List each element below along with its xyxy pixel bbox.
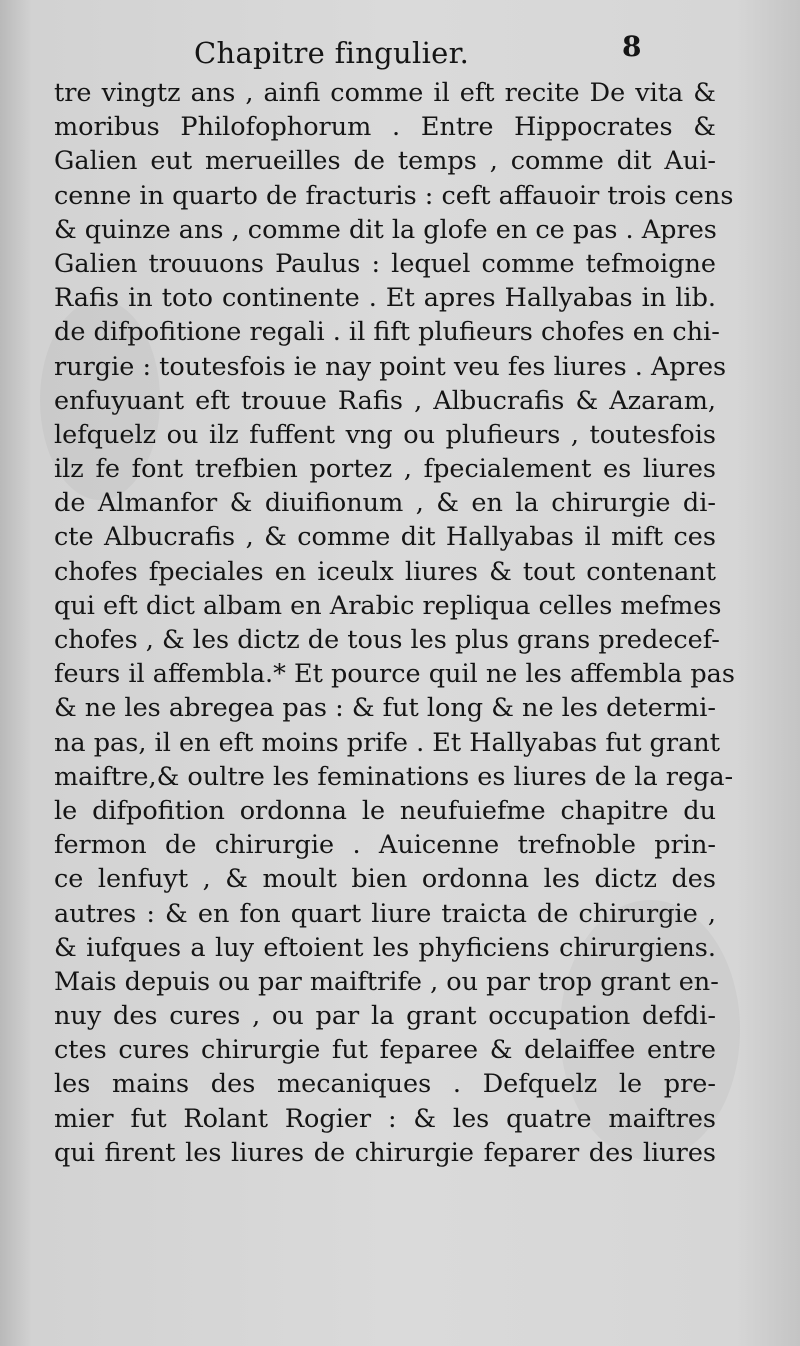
text-line: Rafis in toto continente . Et apres Hallyabas in lib. [54,283,716,314]
text-line: fermon de chirurgie . Auicenne trefnoble prin- [54,830,716,861]
text-line: chofes fpeciales en iceulx liures & tout contenant [54,556,716,587]
text-line: mier fut Rolant Rogier : & les quatre maiftres [54,1103,716,1134]
text-line: & iufques a luy eftoient les phyficiens chirurgiens. [54,932,716,963]
text-line: maiftre,& oultre les feminations es liures de la rega- [54,761,734,792]
text-line: de difpofitione regali . il fift plufieurs chofes en chi- [54,317,720,348]
text-line: autres : & en fon quart liure traicta de chirurgie , [54,898,716,929]
text-line: cenne in quarto de fracturis : ceft affauoir trois cens [54,180,734,211]
text-line: de Almanfor & diuifionum , & en la chirurgie di- [54,488,716,519]
text-line: lefquelz ou ilz fuffent vng ou plufieurs , toutesfois [54,419,716,450]
text-line: & quinze ans , comme dit la glofe en ce pas . Apres [54,214,717,245]
text-line: qui eft dict albam en Arabic repliqua celles mefmes [54,590,722,621]
text-line: le difpofition ordonna le neufuiefme chapitre du [54,795,716,826]
text-line: tre vingtz ans , ainfi comme il eft recite De vita & [54,78,716,108]
text-line: feurs il affembla.* Et pource quil ne les affembla pas [54,659,735,690]
text-line: ce lenfuyt , & moult bien ordonna les dictz des [54,864,716,895]
running-head: Chapitre fingulier. [194,36,470,70]
text-line: rurgie : toutesfois ie nay point veu fes liures . Apres [54,351,727,382]
text-line: moribus Philofophorum . Entre Hippocrates & [54,112,716,143]
text-line: ctes cures chirurgie fut feparee & delaiffee entre [54,1035,716,1066]
page-header [0,30,800,76]
text-line: enfuyuant eft trouue Rafis , Albucrafis & Azaram, [54,385,716,416]
text-line: nuy des cures , ou par la grant occupation defdi- [54,1001,716,1032]
text-line: les mains des mecaniques . Defquelz le pre- [54,1069,716,1100]
text-line: ilz fe font trefbien portez , fpecialement es liures [54,454,716,485]
text-line: Mais depuis ou par maiftrife , ou par trop grant en- [54,966,719,997]
text-line: & ne les abregea pas : & fut long & ne les determi- [54,693,716,724]
text-line: Galien eut merueilles de temps , comme dit Aui- [54,146,716,177]
text-line: chofes , & les dictz de tous les plus grans predecef- [54,625,720,655]
text-line: Galien trouuons Paulus : lequel comme tefmoigne [54,248,716,279]
text-line: na pas, il en eft moins prife . Et Hallyabas fut grant [54,727,720,758]
text-line: qui firent les liures de chirurgie feparer des liures [54,1137,716,1168]
page-number: 8 [622,30,642,63]
body-text [54,76,735,1170]
text-line: cte Albucrafis , & comme dit Hallyabas il mift ces [54,522,716,553]
